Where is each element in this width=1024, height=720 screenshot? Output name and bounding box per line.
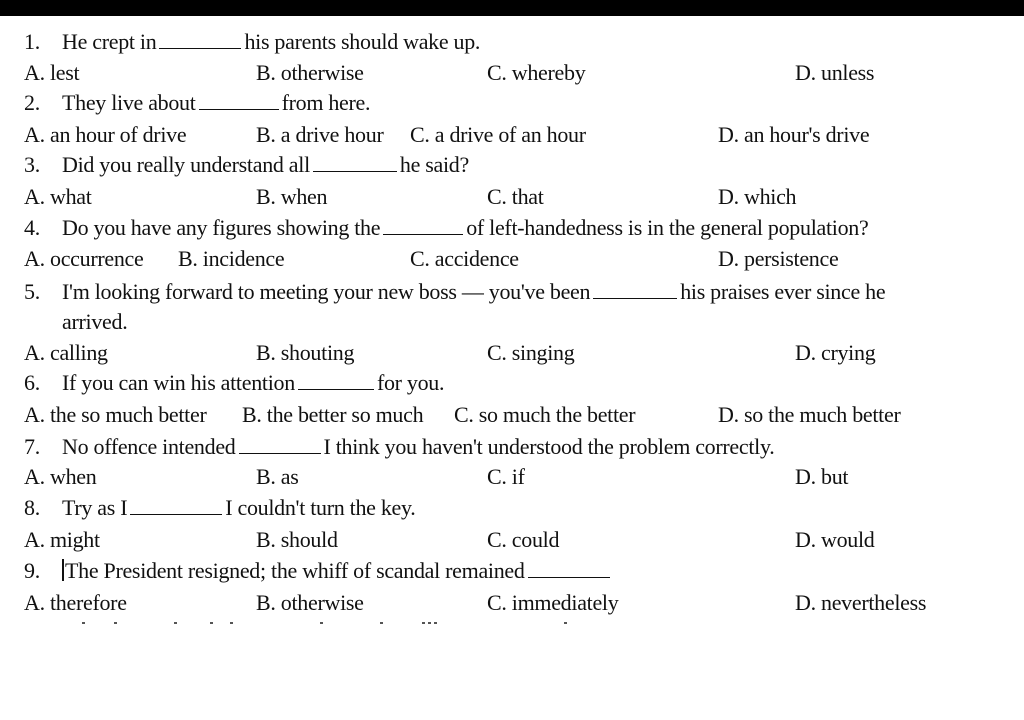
- question-text-pre: I'm looking forward to meeting your new boss — you've been: [62, 279, 591, 304]
- question-5: [24, 278, 885, 306]
- option-b: B. a drive hour: [256, 122, 384, 147]
- option-a: A. occurrence: [24, 246, 144, 271]
- option-d: D. so the much better: [718, 402, 901, 427]
- option-d: D. would: [795, 527, 875, 552]
- option-b: B. shouting: [256, 340, 355, 365]
- option-c: C. immediately: [487, 590, 619, 615]
- answer-blank: [239, 437, 321, 454]
- question-1: [24, 28, 480, 56]
- text-fragment: [210, 622, 213, 624]
- question-number: 3.: [24, 152, 40, 177]
- option-d: D. but: [795, 464, 849, 489]
- option-a: A. calling: [24, 340, 108, 365]
- question-4: [24, 214, 868, 242]
- question-number: 1.: [24, 29, 40, 54]
- option-a: A. lest: [24, 60, 80, 85]
- question-text-pre: He crept in: [62, 29, 157, 54]
- question-text-post: he said?: [399, 152, 469, 177]
- question-number: 8.: [24, 495, 40, 520]
- question-text-pre: No offence intended: [62, 434, 236, 459]
- cropped-text-remnant: [24, 622, 604, 626]
- text-fragment: [380, 622, 383, 624]
- option-d: D. persistence: [718, 246, 839, 271]
- question-text-post: his parents should wake up.: [244, 29, 481, 54]
- text-fragment: [174, 622, 177, 624]
- question-number: 7.: [24, 434, 40, 459]
- option-a: A. the so much better: [24, 402, 207, 427]
- option-a: A. what: [24, 184, 92, 209]
- question-7: [24, 433, 774, 461]
- question-text-post: for you.: [376, 370, 445, 395]
- option-c: C. so much the better: [454, 402, 636, 427]
- option-b: B. incidence: [178, 246, 285, 271]
- answer-blank: [159, 32, 241, 49]
- option-a: A. therefore: [24, 590, 127, 615]
- question-9: [24, 557, 613, 585]
- question-text-pre: If you can win his attention: [62, 370, 295, 395]
- question-text-post: his praises ever since he: [680, 279, 886, 304]
- question-number: 5.: [24, 279, 40, 304]
- option-c: C. a drive of an hour: [410, 122, 586, 147]
- text-fragment: [230, 622, 233, 624]
- option-d: D. nevertheless: [795, 590, 927, 615]
- answer-blank: [298, 373, 374, 390]
- question-text-pre: Did you really understand all: [62, 152, 310, 177]
- option-d: D. crying: [795, 340, 876, 365]
- option-a: A. an hour of drive: [24, 122, 187, 147]
- answer-blank: [199, 93, 279, 110]
- option-d: D. which: [718, 184, 797, 209]
- question-2: [24, 89, 370, 117]
- option-b: B. otherwise: [256, 590, 364, 615]
- text-cursor: [62, 559, 64, 581]
- option-b: [256, 59, 364, 87]
- question-6: [24, 369, 444, 397]
- question-text-post: of left-handedness is in the general population?: [466, 215, 869, 240]
- option-b: B. as: [256, 464, 299, 489]
- option-c: C. accidence: [410, 246, 519, 271]
- text-fragment: [320, 622, 323, 624]
- option-b: B. when: [256, 184, 328, 209]
- question-text-pre: Do you have any figures showing the: [62, 215, 381, 240]
- option-c: C. whereby: [487, 60, 586, 85]
- option-d: D. unless: [795, 60, 875, 85]
- answer-blank: [130, 498, 222, 515]
- question-text-pre: They live about: [62, 90, 196, 115]
- option-b: B. the better so much: [242, 402, 424, 427]
- question-text-pre: Try as I: [62, 495, 128, 520]
- option-d: D. an hour's drive: [718, 122, 870, 147]
- option-c: C. that: [487, 184, 544, 209]
- question-8: [24, 494, 415, 522]
- text-fragment: [434, 622, 437, 624]
- answer-blank: [313, 155, 397, 172]
- question-number: 6.: [24, 370, 40, 395]
- question-text-post: I couldn't turn the key.: [225, 495, 416, 520]
- question-5-continued: arrived.: [62, 309, 128, 334]
- question-text-post: from here.: [281, 90, 371, 115]
- option-a: A. might: [24, 527, 100, 552]
- text-fragment: [428, 622, 431, 624]
- question-number: 4.: [24, 215, 40, 240]
- option-b-label: B. otherwise: [256, 60, 364, 85]
- text-fragment: [564, 622, 567, 624]
- question-text-pre: The President resigned; the whiff of scandal remained: [65, 558, 525, 583]
- text-fragment: [422, 622, 425, 624]
- answer-blank: [593, 282, 677, 299]
- answer-blank: [528, 561, 610, 578]
- question-3: [24, 151, 469, 179]
- option-c: C. could: [487, 527, 560, 552]
- text-fragment: [82, 622, 85, 624]
- option-c: C. singing: [487, 340, 575, 365]
- question-text-post: I think you haven't understood the problem correctly.: [323, 434, 775, 459]
- option-a: A. when: [24, 464, 97, 489]
- answer-blank: [383, 218, 463, 235]
- option-b: B. should: [256, 527, 338, 552]
- question-number: 2.: [24, 90, 40, 115]
- option-c: C. if: [487, 464, 525, 489]
- question-number: 9.: [24, 558, 40, 583]
- text-fragment: [114, 622, 117, 624]
